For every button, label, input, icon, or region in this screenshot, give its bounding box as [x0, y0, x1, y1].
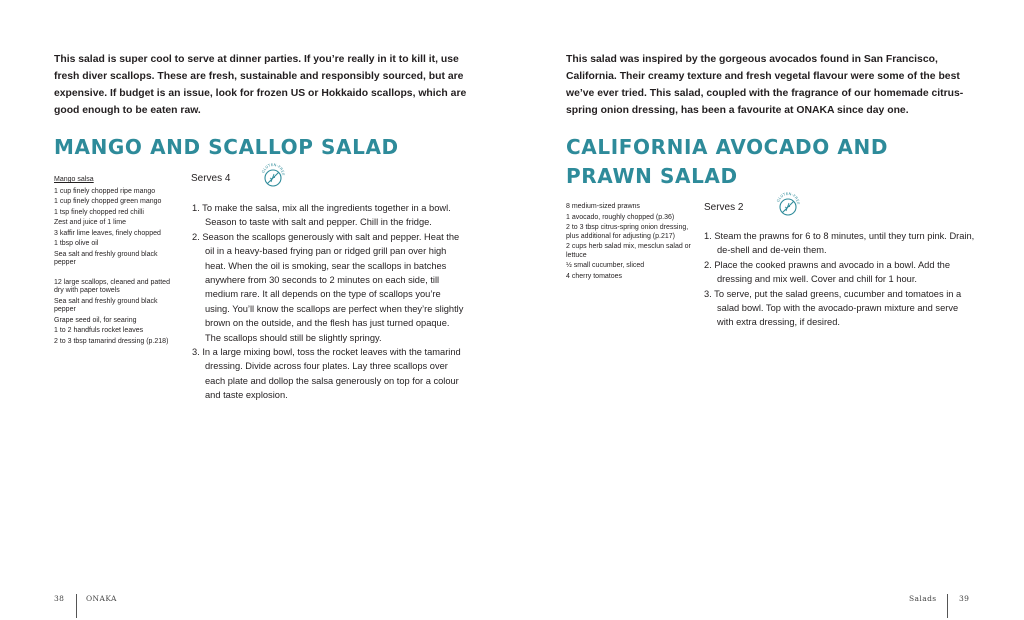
recipe-title: CALIFORNIA AVOCADO AND PRAWN SALAD — [566, 135, 889, 188]
serves-label: Serves 2 — [704, 202, 744, 213]
ingredient-item: Sea salt and freshly ground black pepper — [54, 250, 158, 266]
ingredient-item: 1 tbsp olive oil — [54, 240, 99, 247]
ingredient-item: 8 medium-sized prawns — [566, 203, 640, 210]
ingredient-item: 3 kaffir lime leaves, finely chopped — [54, 229, 161, 237]
footer-label: Salads — [909, 594, 937, 603]
ingredient-item: 2 to 3 tbsp citrus-spring onion dressing, plus additional for adjusting (p.217) — [566, 224, 689, 240]
method-step: 3. To serve, put the salad greens, cucumber and tomatoes in a salad bowl. Top with the avocado-prawn mixture and serve with extra dressing, if desired. — [704, 288, 962, 328]
ingredient-item: 4 cherry tomatoes — [566, 272, 623, 280]
ingredient-item: 12 large scallops, cleaned and patted dry with paper towels — [54, 278, 170, 294]
right-page — [512, 0, 1024, 620]
footer-divider — [947, 594, 948, 618]
intro-text: This salad was inspired by the gorgeous avocados found in San Francisco, California. Their creamy texture and fresh vegetal flavour were some of the best we’ve ever tried. This salad, coupled with the fragrance of our homemade citrus-spring onion dressing, has been a favourite at ONAKA since day one. — [566, 54, 964, 116]
footer-divider — [76, 594, 77, 618]
ingredient-item: 2 to 3 tbsp tamarind dressing (p.218) — [54, 337, 169, 345]
badge-text: GLUTEN-FREE — [776, 191, 801, 205]
ingredient-list — [566, 203, 691, 283]
ingredient-list — [54, 176, 179, 348]
ingredient-heading: Mango salsa — [54, 176, 94, 183]
gluten-free-icon — [260, 162, 286, 188]
footer-label: ONAKA — [86, 594, 117, 603]
ingredient-item: 1 avocado, roughly chopped (p.36) — [566, 213, 675, 221]
ingredient-item: 1 cup finely chopped green mango — [54, 198, 162, 205]
method-list — [192, 201, 464, 403]
method-step: 2. Season the scallops generously with salt and pepper. Heat the oil in a heavy-based frying pan or ridged grill pan over high heat. When the oil is smoking, sear the scallops in batches anywhere from 30 seconds to 2 minutes on each side, till medium rare. It all depends on the type of scallops you’re using. You’ll know the scallops are perfect when they’re slightly brown on the outside, and the flesh has just turned opaque. The scallops should still be slightly springy. — [192, 231, 464, 343]
recipe-title: MANGO AND SCALLOP SALAD — [54, 135, 399, 159]
serves-label: Serves 4 — [191, 173, 231, 184]
ingredient-item: ½ small cucumber, sliced — [566, 262, 645, 269]
ingredient-item: Grape seed oil, for searing — [54, 316, 137, 324]
method-step: 2. Place the cooked prawns and avocado in a bowl. Add the dressing and mix well. Cover and chill for 1 hour. — [704, 259, 951, 285]
ingredient-item: Sea salt and freshly ground black pepper — [54, 297, 158, 313]
method-step: 1. Steam the prawns for 6 to 8 minutes, until they turn pink. Drain, de-shell and de-vein them. — [704, 231, 975, 256]
gluten-free-icon — [775, 191, 801, 217]
method-step: 1. To make the salsa, mix all the ingredients together in a bowl. Season to taste with salt and pepper. Chill in the fridge. — [192, 203, 451, 228]
ingredient-item: 1 to 2 handfuls rocket leaves — [54, 327, 144, 334]
method-list — [704, 229, 976, 330]
intro-text: This salad is super cool to serve at dinner parties. If you’re really in it to kill it, use fresh diver scallops. These are fresh, sustainable and responsibly sourced, but are expensive. If budget is an issue, look for frozen US or Hokkaido scallops, which are good enough to be eaten raw. — [54, 54, 467, 116]
badge-text: GLUTEN-FREE — [261, 162, 286, 176]
page-number: 39 — [959, 594, 970, 603]
page-number: 38 — [54, 594, 65, 603]
ingredient-item: 1 cup finely chopped ripe mango — [54, 187, 156, 195]
ingredient-item: 2 cups herb salad mix, mesclun salad or lettuce — [566, 243, 691, 259]
method-step: 3. In a large mixing bowl, toss the rocket leaves with the tamarind dressing. Divide across four plates. Lay three scallops over each plate and dollop the salsa generously on top for a colour and taste explosion. — [192, 347, 461, 401]
ingredient-item: Zest and juice of 1 lime — [54, 219, 126, 226]
ingredient-item: 1 tsp finely chopped red chilli — [54, 208, 144, 216]
